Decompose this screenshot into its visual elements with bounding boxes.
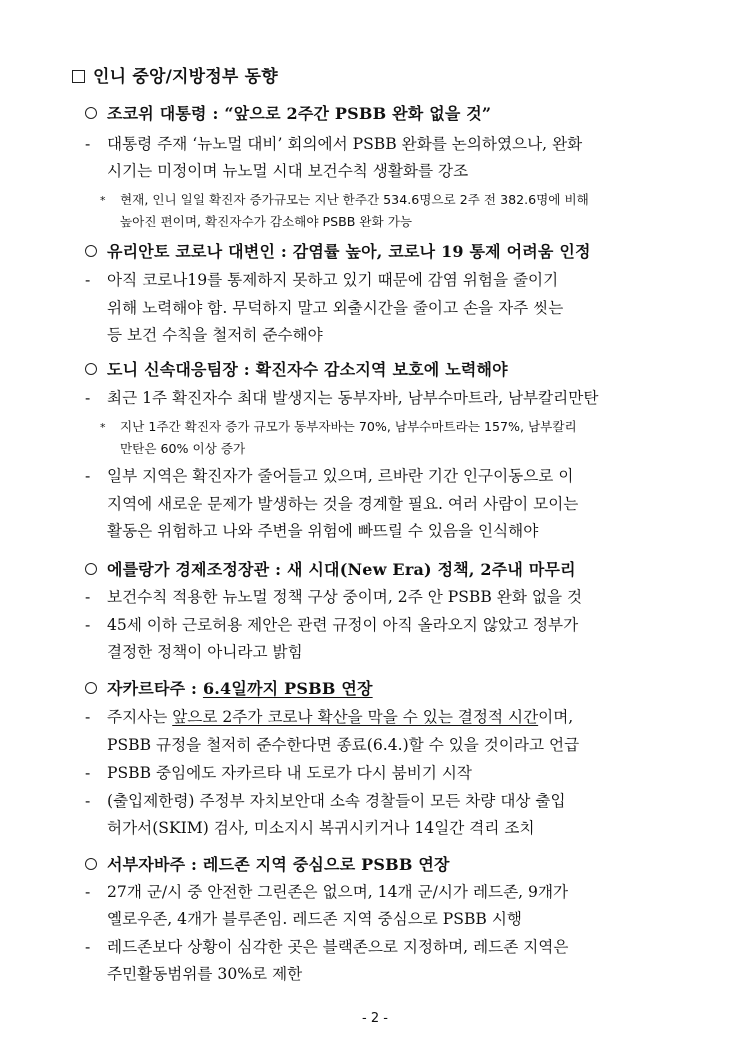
bullet-line: - (출입제한령) 주정부 자치보안대 소속 경찰들이 모든 차량 대상 출입 bbox=[85, 792, 566, 810]
circle-bullet-icon bbox=[85, 682, 97, 694]
bullet-line-continued: 지역에 새로운 문제가 발생하는 것을 경계할 필요. 여러 사람이 모이는 bbox=[107, 495, 579, 513]
bullet-line: - 레드존보다 상황이 심각한 곳은 블랙존으로 지정하며, 레드존 지역은 bbox=[85, 938, 569, 956]
bullet-line-continued: 활동은 위험하고 나와 주변을 위험에 빠뜨릴 수 있음을 인식해야 bbox=[107, 522, 539, 540]
bullet-line: - 아직 코로나19를 통제하지 못하고 있기 때문에 감염 위험을 줄이기 bbox=[85, 271, 559, 289]
subsection-title-yurianto: 유리안토 코로나 대변인 : 감염률 높아, 코로나 19 통제 어려움 인정 bbox=[85, 239, 591, 262]
circle-bullet-icon bbox=[85, 363, 97, 375]
bullet-line-continued: 등 보건 수칙을 철저히 준수해야 bbox=[107, 326, 323, 344]
circle-bullet-icon bbox=[85, 563, 97, 575]
bullet-line: - 27개 군/시 중 안전한 그린존은 없으며, 14개 군/시가 레드존, 9개가 bbox=[85, 883, 569, 901]
bullet-line: - 최근 1주 확진자수 최대 발생지는 동부자바, 남부수마트라, 남부칼리만탄 bbox=[85, 389, 599, 407]
bullet-line: - 일부 지역은 확진자가 줄어들고 있으며, 르바란 기간 인구이동으로 이 bbox=[85, 467, 574, 485]
circle-bullet-icon bbox=[85, 858, 97, 870]
bullet-line-continued: PSBB 규정을 철저히 준수한다면 종료(6.4.)할 수 있을 것이라고 언급 bbox=[107, 736, 580, 754]
bullet-line-continued: 결정한 정책이 아니라고 밝힘 bbox=[107, 643, 303, 661]
footnote-line: * 현재, 인니 일일 확진자 증가규모는 지난 한주간 534.6명으로 2주 전 382.6명에 비해 bbox=[100, 192, 589, 207]
footnote-line-continued: 만탄은 60% 이상 증가 bbox=[120, 441, 246, 456]
section-heading: 인니 중앙/지방정부 동향 bbox=[72, 62, 278, 87]
page-number: - 2 - bbox=[362, 1011, 388, 1026]
bullet-line-continued: 위해 노력해야 함. 무덕하지 말고 외출시간을 줄이고 손을 자주 씻는 bbox=[107, 299, 564, 317]
bullet-line: - 45세 이하 근로허용 제안은 관련 규정이 아직 올라오지 않았고 정부가 bbox=[85, 616, 579, 634]
circle-bullet-icon bbox=[85, 245, 97, 257]
bullet-line-continued: 주민활동범위를 30%로 제한 bbox=[107, 965, 303, 983]
square-bullet-icon bbox=[72, 70, 85, 83]
subsection-title-doni: 도니 신속대응팀장 : 확진자수 감소지역 보호에 노력해야 bbox=[85, 357, 508, 380]
bullet-line: - PSBB 중임에도 자카르타 내 도로가 다시 붐비기 시작 bbox=[85, 764, 472, 782]
bullet-line-continued: 옐로우존, 4개가 블루존임. 레드존 지역 중심으로 PSBB 시행 bbox=[107, 910, 522, 928]
footnote-line: * 지난 1주간 확진자 증가 규모가 동부자바는 70%, 남부수마트라는 157%, 남부칼리 bbox=[100, 419, 577, 434]
subsection-title-airlangga: 에를랑가 경제조정장관 : 새 시대(New Era) 정책, 2주내 마무리 bbox=[85, 557, 576, 580]
footnote-line-continued: 높아진 편이며, 확진자수가 감소해야 PSBB 완화 가능 bbox=[120, 214, 413, 229]
bullet-line-continued: 허가서(SKIM) 검사, 미소지시 복귀시키거나 14일간 격리 조치 bbox=[107, 819, 535, 837]
subsection-title-jokowi: 조코위 대통령 : “앞으로 2주간 PSBB 완화 없을 것” bbox=[85, 101, 491, 124]
bullet-line: - 대통령 주재 ‘뉴노멀 대비’ 회의에서 PSBB 완화를 논의하였으나, 완화 bbox=[85, 135, 583, 153]
circle-bullet-icon bbox=[85, 107, 97, 119]
bullet-line-continued: 시기는 미정이며 뉴노멀 시대 보건수칙 생활화를 강조 bbox=[107, 162, 469, 180]
subsection-title-west-java: 서부자바주 : 레드존 지역 중심으로 PSBB 연장 bbox=[85, 852, 450, 875]
subsection-title-jakarta: 자카르타주 : 6.4일까지 PSBB 연장 bbox=[85, 676, 373, 699]
bullet-line: - 주지사는 앞으로 2주가 코로나 확산을 막을 수 있는 결정적 시간이며, bbox=[85, 708, 574, 726]
bullet-line: - 보건수칙 적용한 뉴노멀 정책 구상 중이며, 2주 안 PSBB 완화 없을 것 bbox=[85, 588, 583, 606]
